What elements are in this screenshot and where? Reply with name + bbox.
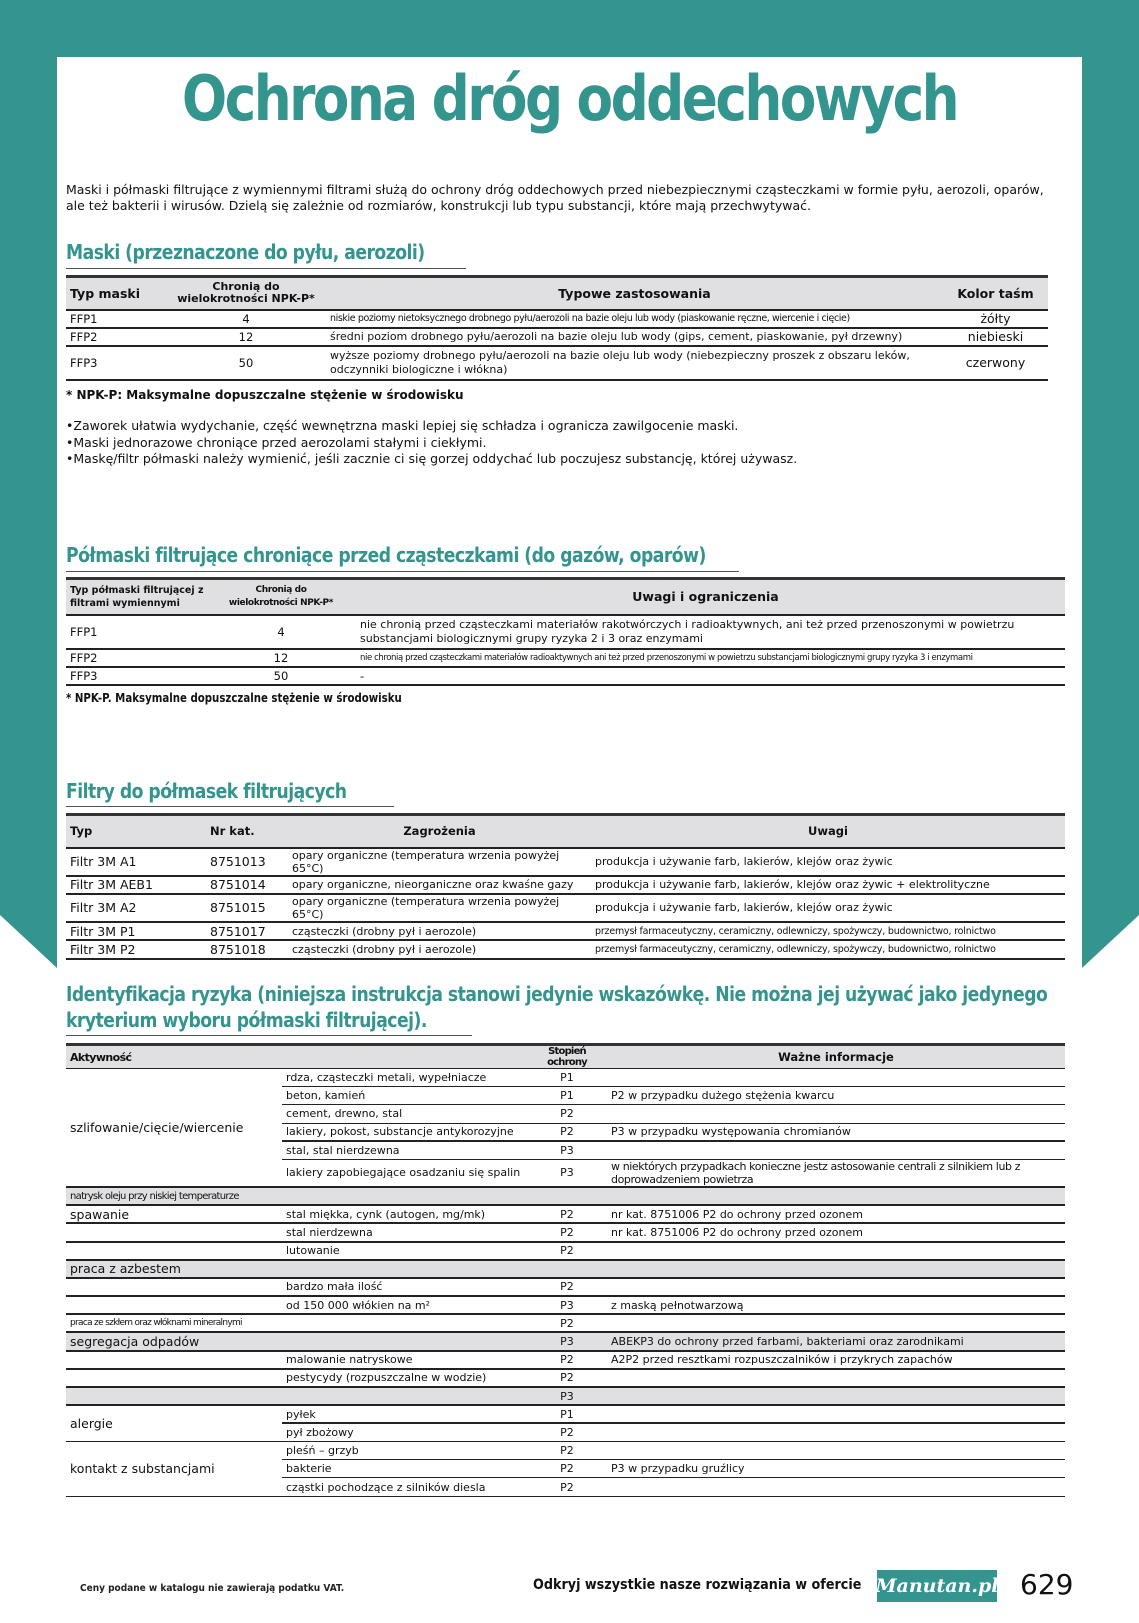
cell-factor: 50: [166, 346, 326, 380]
cell-material: [282, 1260, 527, 1278]
col-header: Chronią do wielokrotności NPK-P*: [228, 584, 334, 608]
col-header: Typowe zastosowania: [558, 285, 711, 301]
cell-info: [607, 1423, 1065, 1441]
cell-activity: [66, 1296, 282, 1314]
table-row: [66, 310, 1048, 328]
cell-factor: 50: [216, 667, 346, 685]
col-header: [282, 1045, 527, 1069]
cell-activity: kontakt z substancjami: [66, 1442, 282, 1497]
cell-info: P3 w przypadku występowania chromianów: [607, 1123, 1065, 1141]
table-row: [66, 1442, 1065, 1460]
table-row: [66, 667, 1065, 685]
bullet-item: • Maski jednorazowe chroniące przed aerozolami stałymi i ciekłymi.: [66, 435, 797, 452]
cell-level: P3: [527, 1332, 607, 1350]
cell-type: Filtr 3M A1: [66, 848, 206, 876]
cell-level: [527, 1260, 607, 1278]
cell-type: FFP2: [66, 649, 216, 667]
col-header: Kolor taśm: [957, 285, 1034, 301]
cell-level: P2: [527, 1314, 607, 1332]
cell-hazard: opary organiczne (temperatura wrzenia powyżej 65°C): [288, 848, 591, 876]
table-row: [66, 1369, 1065, 1387]
col-header: Stopień ochrony: [547, 1046, 587, 1068]
cell-notes: -: [346, 667, 1065, 685]
filters-title-rule: [66, 806, 394, 807]
cell-level: P2: [527, 1242, 607, 1260]
table-row: [66, 1405, 1065, 1423]
cell-hazard: opary organiczne (temperatura wrzenia powyżej 65°C): [288, 894, 591, 922]
cell-level: P3: [527, 1159, 607, 1187]
cell-info: z maską pełnotwarzową: [607, 1296, 1065, 1314]
risk-section-title-line2: kryterium wyboru półmaski filtrującej).: [66, 1008, 427, 1032]
cell-info: [607, 1105, 1065, 1123]
cell-material: stal miękka, cynk (autogen, mg/mk): [282, 1205, 527, 1223]
halfmasks-section-title: Półmaski filtrujące chroniące przed cząsteczkami (do gazów, oparów): [66, 543, 706, 567]
cell-activity: [66, 1351, 282, 1369]
cell-info: [607, 1141, 1065, 1159]
cell-notes: produkcja i używanie farb, lakierów, klejów oraz żywic: [591, 894, 1065, 922]
cell-type: Filtr 3M A2: [66, 894, 206, 922]
risk-section-title: Identyfikacja ryzyka (niniejsza instrukcja stanowi jedynie wskazówkę. Nie można jej używać jako jedynego: [66, 982, 1048, 1006]
cell-factor: 4: [216, 615, 346, 649]
cell-info: [607, 1069, 1065, 1087]
cell-material: malowanie natryskowe: [282, 1351, 527, 1369]
cell-activity: spawanie: [66, 1205, 282, 1223]
cell-level: P2: [527, 1460, 607, 1478]
cell-level: P2: [527, 1105, 607, 1123]
cell-level: P2: [527, 1223, 607, 1241]
cell-info: nr kat. 8751006 P2 do ochrony przed ozonem: [607, 1205, 1065, 1223]
masks-bullet-list: [66, 418, 797, 468]
cell-factor: 12: [216, 649, 346, 667]
cell-use: wyższe poziomy drobnego pyłu/aerozoli na bazie oleju lub wody (niebezpieczny proszek z obszaru leków, odczynniki biologiczne i włókna): [326, 346, 943, 380]
table-row: [66, 922, 1065, 940]
cell-activity: [66, 1242, 282, 1260]
cell-notes: nie chronią przed cząsteczkami materiałów radioaktywnych ani też przed przenoszonymi w powietrzu substancjami biologicznymi grupy ryzyka 3 i enzymami: [346, 649, 1065, 667]
cell-activity: praca z azbestem: [66, 1260, 282, 1278]
filters-section-title: Filtry do półmasek filtrujących: [66, 779, 347, 803]
intro-paragraph: Maski i półmaski filtrujące z wymiennymi filtrami służą do ochrony dróg oddechowych przed niebezpiecznymi cząsteczkami w formie pyłu, aerozoli, oparów, ale też bakterii i wirusów. Dzielą się zależnie od rozmiarów, konstrukcji lub typu substancji, które mają przechwytywać.: [66, 182, 1044, 213]
cell-info: w niektórych przypadkach konieczne jestz astosowanie centrali z silnikiem lub z doprowadzeniem powietrza: [607, 1159, 1065, 1187]
table-row: [66, 1187, 1065, 1205]
cell-level: P3: [527, 1141, 607, 1159]
risk-title-rule: [66, 1035, 472, 1036]
cell-material: pestycydy (rozpuszczalne w wodzie): [282, 1369, 527, 1387]
cell-material: beton, kamień: [282, 1087, 527, 1105]
cell-material: bardzo mała ilość: [282, 1278, 527, 1296]
cell-type: FFP3: [66, 667, 216, 685]
cell-cat: 8751013: [206, 848, 288, 876]
cell-material: [282, 1387, 527, 1405]
col-header: Nr kat.: [210, 824, 255, 839]
cell-material: cząstki pochodzące z silników diesla: [282, 1478, 527, 1496]
cell-info: P2 w przypadku dużego stężenia kwarcu: [607, 1087, 1065, 1105]
cell-notes: nie chronią przed cząsteczkami materiałów rakotwórczych i radioaktywnych, ani też przed przenoszonymi w powietrzu substancjami biologicznymi grupy ryzyka 2 i 3 oraz enzymami: [346, 615, 1065, 649]
cell-color: niebieski: [943, 328, 1048, 346]
table-row: [66, 1296, 1065, 1314]
cell-info: [607, 1187, 1065, 1205]
cell-info: [607, 1478, 1065, 1496]
cell-info: [607, 1278, 1065, 1296]
cell-material: cement, drewno, stal: [282, 1105, 527, 1123]
cell-type: Filtr 3M P2: [66, 940, 206, 958]
table-row: [66, 328, 1048, 346]
col-header: Ważne informacje: [778, 1050, 894, 1064]
col-header: Zagrożenia: [403, 824, 476, 839]
cell-cat: 8751014: [206, 876, 288, 894]
cell-notes: produkcja i używanie farb, lakierów, klejów oraz żywic: [591, 848, 1065, 876]
cell-activity: alergie: [66, 1405, 282, 1441]
cell-color: żółty: [943, 310, 1048, 328]
col-header: Uwagi: [808, 824, 848, 839]
cell-activity: [66, 1223, 282, 1241]
cell-material: pleśń – grzyb: [282, 1442, 527, 1460]
col-header: Typ półmaski filtrującej z filtrami wymiennymi: [70, 584, 204, 609]
cell-level: P2: [527, 1369, 607, 1387]
cell-material: stal, stal nierdzewna: [282, 1141, 527, 1159]
cell-material: [282, 1314, 527, 1332]
cell-level: P2: [527, 1278, 607, 1296]
vat-note: Ceny podane w katalogu nie zawierają podatku VAT.: [80, 1583, 345, 1594]
table-row: [66, 615, 1065, 649]
table-row: [66, 1314, 1065, 1332]
table-row: [66, 1278, 1065, 1296]
table-row: [66, 1260, 1065, 1278]
cell-color: czerwony: [943, 346, 1048, 380]
bullet-item: • Zaworek ułatwia wydychanie, część wewnętrzna maski lepiej się schładza i ogranicza zawilgocenie maski.: [66, 418, 797, 435]
cell-notes: produkcja i używanie farb, lakierów, klejów oraz żywic + elektrolityczne: [591, 876, 1065, 894]
table-row: [66, 1069, 1065, 1087]
cell-material: pyłek: [282, 1405, 527, 1423]
table-row: [66, 940, 1065, 958]
cell-level: P2: [527, 1478, 607, 1496]
table-row: [66, 1205, 1065, 1223]
cell-info: [607, 1369, 1065, 1387]
cell-hazard: cząsteczki (drobny pył i aerozole): [288, 940, 591, 958]
cell-type: FFP1: [66, 615, 216, 649]
cell-info: ABEKP3 do ochrony przed farbami, bakteriami oraz zarodnikami: [607, 1332, 1065, 1350]
cell-type: Filtr 3M P1: [66, 922, 206, 940]
cell-level: P2: [527, 1442, 607, 1460]
table-row: [66, 848, 1065, 876]
masks-title-rule: [66, 268, 466, 269]
cell-info: [607, 1405, 1065, 1423]
cell-activity: praca ze szkłem oraz włóknami mineralnymi: [66, 1314, 282, 1332]
table-row: [66, 1387, 1065, 1405]
cell-info: [607, 1260, 1065, 1278]
table-row: [66, 876, 1065, 894]
cell-activity: [66, 1278, 282, 1296]
cell-type: FFP2: [66, 328, 166, 346]
table-row: [66, 1242, 1065, 1260]
table-row: [66, 1223, 1065, 1241]
cell-type: FFP3: [66, 346, 166, 380]
cell-notes: przemysł farmaceutyczny, ceramiczny, odlewniczy, spożywczy, budownictwo, rolnictwo: [591, 922, 1065, 940]
col-header: Chronią do wielokrotności NPK-P*: [177, 280, 315, 306]
cell-material: stal nierdzewna: [282, 1223, 527, 1241]
bullet-item: • Maskę/filtr półmaski należy wymienić, jeśli zacznie ci się gorzej oddychać lub poczujesz substancję, której używasz.: [66, 451, 797, 468]
cell-level: P3: [527, 1387, 607, 1405]
cell-factor: 12: [166, 328, 326, 346]
col-header: Aktywność: [70, 1050, 132, 1064]
cell-material: pył zbożowy: [282, 1423, 527, 1441]
cell-activity: szlifowanie/cięcie/wiercenie: [66, 1069, 282, 1187]
masks-footnote: * NPK-P: Maksymalne dopuszczalne stężenie w środowisku: [66, 388, 464, 402]
cell-info: P3 w przypadku gruźlicy: [607, 1460, 1065, 1478]
cell-activity: segregacja odpadów: [66, 1332, 282, 1350]
table-row: [66, 1332, 1065, 1350]
cell-activity: [66, 1387, 282, 1405]
cell-level: P2: [527, 1423, 607, 1441]
cell-hazard: opary organiczne, nieorganiczne oraz kwaśne gazy: [288, 876, 591, 894]
table-row: [66, 1351, 1065, 1369]
table-row: [66, 894, 1065, 922]
manutan-logo[interactable]: Manutan.pl: [877, 1570, 997, 1602]
col-header: Typ: [70, 824, 93, 839]
cell-level: P1: [527, 1087, 607, 1105]
cell-info: [607, 1314, 1065, 1332]
cell-material: [282, 1332, 527, 1350]
cell-type: FFP1: [66, 310, 166, 328]
halfmasks-table: [66, 577, 1065, 686]
cell-level: P2: [527, 1205, 607, 1223]
cell-level: P2: [527, 1123, 607, 1141]
halfmasks-title-rule: [66, 571, 739, 572]
cell-level: P1: [527, 1069, 607, 1087]
cell-material: bakterie: [282, 1460, 527, 1478]
table-row: [66, 649, 1065, 667]
halfmasks-footnote: * NPK-P. Maksymalne dopuszczalne stężenie w środowisku: [66, 691, 402, 705]
cell-factor: 4: [166, 310, 326, 328]
cell-cat: 8751015: [206, 894, 288, 922]
cell-cat: 8751018: [206, 940, 288, 958]
filters-table: [66, 813, 1065, 960]
cell-info: [607, 1242, 1065, 1260]
cell-info: A2P2 przed resztkami rozpuszczalników i przykrych zapachów: [607, 1351, 1065, 1369]
cell-notes: przemysł farmaceutyczny, ceramiczny, odlewniczy, spożywczy, budownictwo, rolnictwo: [591, 940, 1065, 958]
table-row: [66, 346, 1048, 380]
cell-cat: 8751017: [206, 922, 288, 940]
cell-material: [282, 1187, 527, 1205]
cell-material: lutowanie: [282, 1242, 527, 1260]
cell-hazard: cząsteczki (drobny pył i aerozole): [288, 922, 591, 940]
cell-use: średni poziom drobnego pyłu/aerozoli na bazie oleju lub wody (gips, cement, piaskowanie, pył drzewny): [326, 328, 943, 346]
risk-table: [66, 1043, 1065, 1497]
cell-material: lakiery zapobiegające osadzaniu się spalin: [282, 1159, 527, 1187]
cell-type: Filtr 3M AEB1: [66, 876, 206, 894]
cell-material: lakiery, pokost, substancje antykorozyjne: [282, 1123, 527, 1141]
cell-info: nr kat. 8751006 P2 do ochrony przed ozonem: [607, 1223, 1065, 1241]
cell-level: P2: [527, 1351, 607, 1369]
col-header: Uwagi i ograniczenia: [632, 589, 779, 605]
cell-info: [607, 1442, 1065, 1460]
col-header: Typ maski: [70, 285, 140, 301]
cell-activity: natrysk oleju przy niskiej temperaturze: [66, 1187, 282, 1205]
masks-section-title: Maski (przeznaczone do pyłu, aerozoli): [66, 240, 425, 264]
page-title: Ochrona dróg oddechowych: [181, 62, 958, 135]
cell-info: [607, 1387, 1065, 1405]
cell-use: niskie poziomy nietoksycznego drobnego pyłu/aerozoli na bazie oleju lub wody (piaskowanie ręczne, wiercenie i cięcie): [326, 310, 943, 328]
cell-activity: [66, 1369, 282, 1387]
cell-level: [527, 1187, 607, 1205]
cell-material: rdza, cząsteczki metali, wypełniacze: [282, 1069, 527, 1087]
footer-cta: Odkryj wszystkie nasze rozwiązania w ofercie: [533, 1577, 862, 1593]
cell-level: P1: [527, 1405, 607, 1423]
cell-material: od 150 000 włókien na m²: [282, 1296, 527, 1314]
masks-table: [66, 275, 1048, 381]
cell-level: P3: [527, 1296, 607, 1314]
page-number: 629: [1020, 1568, 1074, 1601]
